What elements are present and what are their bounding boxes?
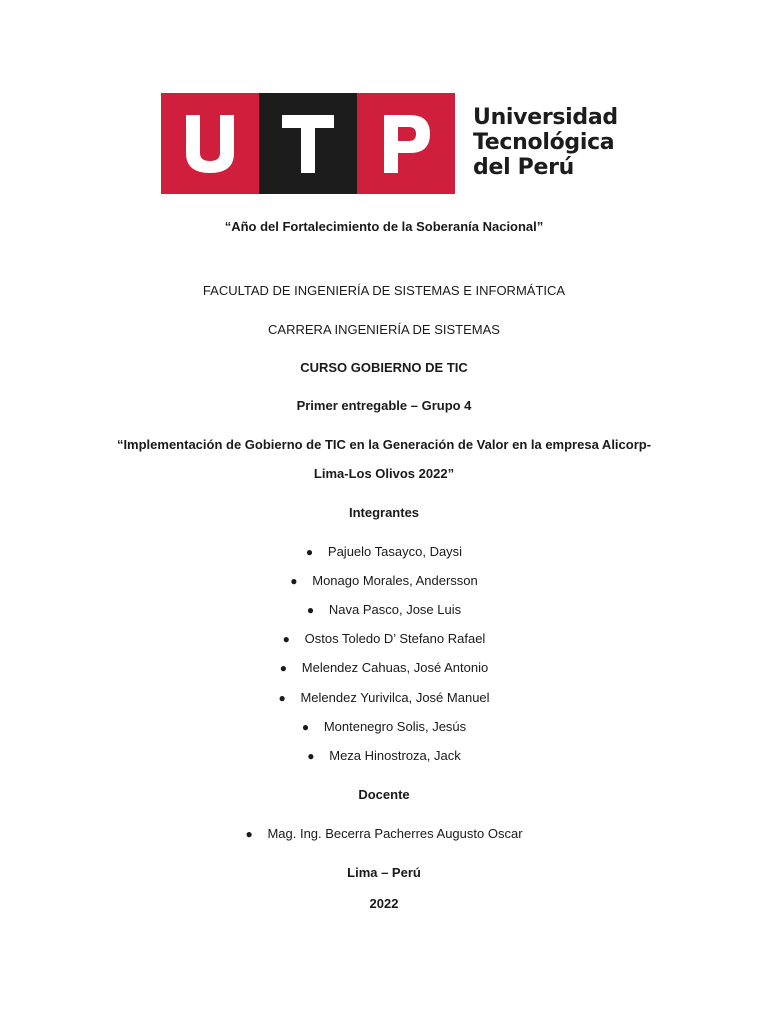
bullet-icon: ●	[290, 574, 298, 588]
teacher-name: Mag. Ing. Becerra Pacherres Augusto Oscar	[267, 826, 523, 841]
location: Lima – Perú	[347, 865, 421, 880]
logo-block-p	[357, 93, 455, 194]
motto: “Año del Fortalecimiento de la Soberanía Nacional”	[224, 219, 544, 234]
bullet-icon: ●	[301, 720, 310, 734]
member-item	[0, 690, 768, 706]
logo-name-line-3: del Perú	[473, 155, 575, 180]
logo-name-line-2: Tecnológica	[473, 130, 615, 155]
logo-name-line-1: Universidad	[473, 105, 618, 130]
bullet-icon: ●	[245, 827, 253, 841]
project-title-line-1: “Implementación de Gobierno de TIC en la Generación de Valor en la empresa Alicorp-	[116, 437, 652, 452]
member-name: Nava Pasco, Jose Luis	[328, 602, 462, 617]
members-heading: Integrantes	[348, 505, 420, 520]
bullet-icon: ●	[282, 632, 290, 646]
bullet-icon: ●	[307, 749, 315, 763]
logo-letter-p	[378, 113, 434, 175]
utp-logo	[161, 93, 618, 194]
faculty: FACULTAD DE INGENIERÍA DE SISTEMAS E INFORMÁTICA	[202, 283, 566, 298]
bullet-icon: ●	[305, 545, 314, 559]
member-name: Ostos Toledo D’ Stefano Rafael	[304, 631, 486, 646]
deliverable: Primer entregable – Grupo 4	[296, 398, 472, 413]
bullet-icon: ●	[279, 661, 288, 675]
bullet-icon: ●	[306, 603, 315, 617]
member-item	[0, 573, 768, 589]
logo-letter-u	[182, 113, 238, 175]
member-name: Melendez Yurivilca, José Manuel	[300, 690, 490, 705]
career: CARRERA INGENIERÍA DE SISTEMAS	[268, 322, 500, 337]
member-item	[0, 544, 768, 560]
project-title-line-2: Lima-Los Olivos 2022”	[313, 466, 455, 481]
logo-letter-t	[280, 113, 336, 175]
member-name: Montenegro Solis, Jesús	[323, 719, 467, 734]
member-item	[0, 602, 768, 618]
logo-block-u	[161, 93, 259, 194]
bullet-icon: ●	[278, 691, 286, 705]
member-item	[0, 660, 768, 676]
member-name: Meza Hinostroza, Jack	[329, 748, 461, 763]
member-name: Melendez Cahuas, José Antonio	[301, 660, 489, 675]
member-name: Pajuelo Tasayco, Daysi	[327, 544, 463, 559]
member-item	[0, 748, 768, 764]
member-item	[0, 719, 768, 735]
member-item	[0, 631, 768, 647]
year: 2022	[369, 896, 399, 911]
logo-university-name	[473, 105, 618, 180]
member-name: Monago Morales, Andersson	[312, 573, 478, 588]
course: CURSO GOBIERNO DE TIC	[300, 360, 468, 375]
teacher-heading: Docente	[358, 787, 410, 802]
logo-block-t	[259, 93, 357, 194]
teacher-item	[0, 826, 768, 842]
